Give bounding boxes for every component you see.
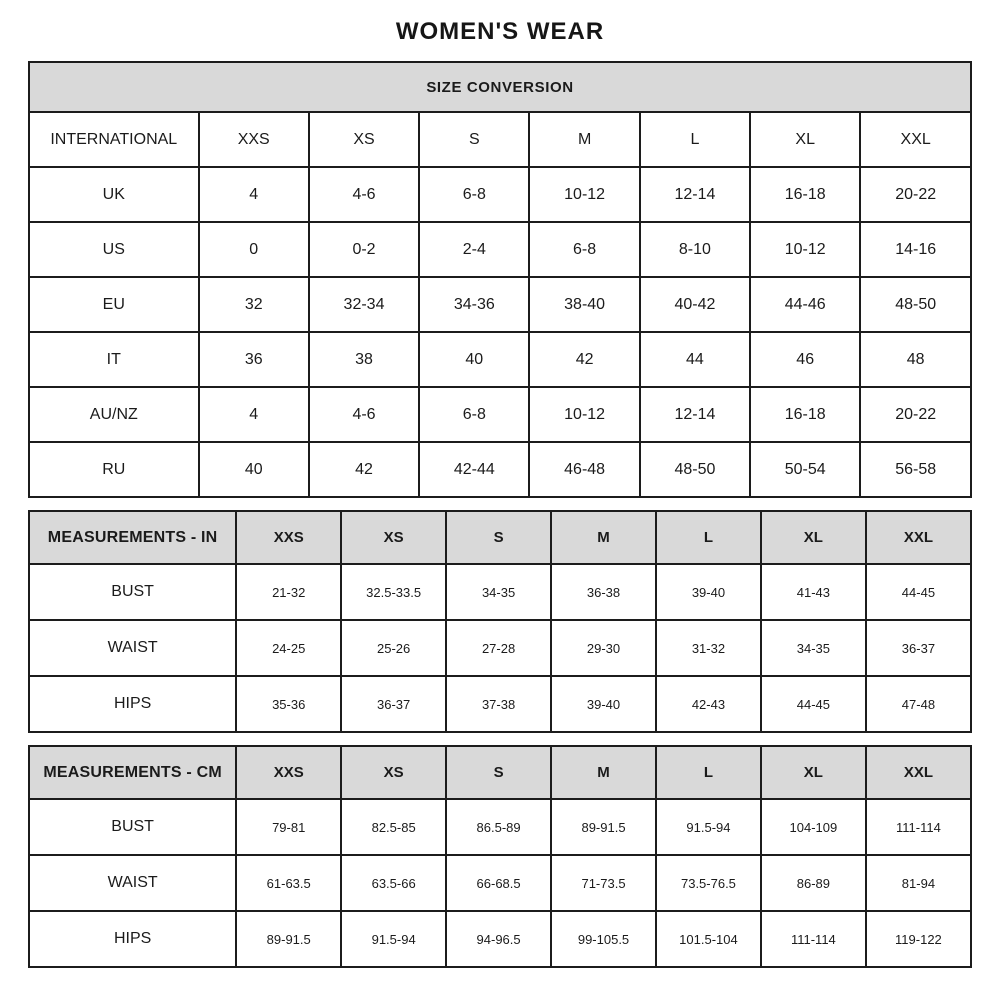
cell: 16-18 (750, 167, 860, 222)
cell: 4 (199, 167, 309, 222)
measurements-cm-header-row (29, 746, 971, 799)
cell: 61-63.5 (236, 855, 341, 911)
cell: 91.5-94 (656, 799, 761, 855)
cell: 44 (640, 332, 750, 387)
cell: 39-40 (551, 676, 656, 732)
cell: 40 (419, 332, 529, 387)
cell: 48-50 (860, 277, 971, 332)
cell: 32 (199, 277, 309, 332)
cell: 34-35 (761, 620, 866, 676)
row-label: US (29, 222, 199, 277)
row-label: UK (29, 167, 199, 222)
cell: 4 (199, 387, 309, 442)
cell: 39-40 (656, 564, 761, 620)
cell: 10-12 (529, 387, 639, 442)
measurements-cm-table (28, 745, 972, 968)
column-header-row (29, 112, 971, 167)
column-header: XXL (866, 746, 971, 799)
table-row (29, 222, 971, 277)
cell: 48 (860, 332, 971, 387)
cell: 0 (199, 222, 309, 277)
column-header: XL (761, 511, 866, 564)
cell: 12-14 (640, 387, 750, 442)
measurements-in-header-row (29, 511, 971, 564)
cell: 56-58 (860, 442, 971, 497)
column-header: M (529, 112, 639, 167)
row-label: HIPS (29, 911, 236, 967)
cell: 44-46 (750, 277, 860, 332)
table-row (29, 332, 971, 387)
cell: 81-94 (866, 855, 971, 911)
column-header: XL (761, 746, 866, 799)
table-row (29, 387, 971, 442)
cell: 14-16 (860, 222, 971, 277)
cell: 101.5-104 (656, 911, 761, 967)
cell: 89-91.5 (551, 799, 656, 855)
cell: 34-35 (446, 564, 551, 620)
table-row (29, 676, 971, 732)
cell: 35-36 (236, 676, 341, 732)
table-row (29, 855, 971, 911)
cell: 24-25 (236, 620, 341, 676)
table-row (29, 799, 971, 855)
cell: 36 (199, 332, 309, 387)
cell: 38 (309, 332, 419, 387)
cell: 44-45 (866, 564, 971, 620)
cell: 2-4 (419, 222, 529, 277)
cell: 91.5-94 (341, 911, 446, 967)
measurements-cm-title: MEASUREMENTS - CM (29, 746, 236, 799)
cell: 63.5-66 (341, 855, 446, 911)
column-header: S (446, 746, 551, 799)
cell: 86-89 (761, 855, 866, 911)
cell: 41-43 (761, 564, 866, 620)
cell: 50-54 (750, 442, 860, 497)
cell: 104-109 (761, 799, 866, 855)
column-header: XS (309, 112, 419, 167)
cell: 32-34 (309, 277, 419, 332)
cell: 36-37 (866, 620, 971, 676)
table-row (29, 277, 971, 332)
column-header: XXS (236, 746, 341, 799)
size-conversion-table (28, 61, 972, 498)
column-header: XXS (199, 112, 309, 167)
row-label: EU (29, 277, 199, 332)
cell: 36-37 (341, 676, 446, 732)
cell: 44-45 (761, 676, 866, 732)
size-conversion-title: SIZE CONVERSION (29, 62, 971, 112)
cell: 89-91.5 (236, 911, 341, 967)
cell: 42 (309, 442, 419, 497)
row-label: HIPS (29, 676, 236, 732)
cell: 38-40 (529, 277, 639, 332)
cell: 4-6 (309, 387, 419, 442)
cell: 31-32 (656, 620, 761, 676)
column-header: XS (341, 746, 446, 799)
row-label: WAIST (29, 855, 236, 911)
cell: 6-8 (419, 167, 529, 222)
cell: 29-30 (551, 620, 656, 676)
row-label: AU/NZ (29, 387, 199, 442)
cell: 46 (750, 332, 860, 387)
column-header: L (640, 112, 750, 167)
column-header: XXS (236, 511, 341, 564)
row-label: IT (29, 332, 199, 387)
cell: 99-105.5 (551, 911, 656, 967)
cell: 66-68.5 (446, 855, 551, 911)
table-row (29, 167, 971, 222)
cell: 42-44 (419, 442, 529, 497)
measurements-in-title: MEASUREMENTS - IN (29, 511, 236, 564)
row-label: BUST (29, 564, 236, 620)
cell: 6-8 (419, 387, 529, 442)
cell: 25-26 (341, 620, 446, 676)
cell: 40 (199, 442, 309, 497)
cell: 46-48 (529, 442, 639, 497)
cell: 16-18 (750, 387, 860, 442)
cell: 111-114 (761, 911, 866, 967)
cell: 20-22 (860, 167, 971, 222)
column-header: XXL (866, 511, 971, 564)
cell: 8-10 (640, 222, 750, 277)
column-header: S (419, 112, 529, 167)
column-header: XXL (860, 112, 971, 167)
cell: 10-12 (750, 222, 860, 277)
cell: 27-28 (446, 620, 551, 676)
page-title: WOMEN'S WEAR (395, 18, 605, 45)
cell: 71-73.5 (551, 855, 656, 911)
cell: 10-12 (529, 167, 639, 222)
cell: 37-38 (446, 676, 551, 732)
cell: 6-8 (529, 222, 639, 277)
row-label: RU (29, 442, 199, 497)
cell: 119-122 (866, 911, 971, 967)
cell: 0-2 (309, 222, 419, 277)
cell: 4-6 (309, 167, 419, 222)
table-row (29, 564, 971, 620)
column-header: XL (750, 112, 860, 167)
cell: 20-22 (860, 387, 971, 442)
cell: 82.5-85 (341, 799, 446, 855)
column-header: XS (341, 511, 446, 564)
column-header: L (656, 511, 761, 564)
cell: 79-81 (236, 799, 341, 855)
cell: 111-114 (866, 799, 971, 855)
cell: 94-96.5 (446, 911, 551, 967)
cell: 42 (529, 332, 639, 387)
table-row (29, 620, 971, 676)
column-header: L (656, 746, 761, 799)
cell: 86.5-89 (446, 799, 551, 855)
table-row (29, 442, 971, 497)
cell: 48-50 (640, 442, 750, 497)
column-header: S (446, 511, 551, 564)
measurements-in-table (28, 510, 972, 733)
cell: 21-32 (236, 564, 341, 620)
cell: 36-38 (551, 564, 656, 620)
cell: 47-48 (866, 676, 971, 732)
row-label: WAIST (29, 620, 236, 676)
cell: 40-42 (640, 277, 750, 332)
column-header: M (551, 511, 656, 564)
size-conversion-header-row (29, 62, 971, 112)
cell: 32.5-33.5 (341, 564, 446, 620)
cell: 42-43 (656, 676, 761, 732)
column-header: INTERNATIONAL (29, 112, 199, 167)
cell: 12-14 (640, 167, 750, 222)
row-label: BUST (29, 799, 236, 855)
column-header: M (551, 746, 656, 799)
table-row (29, 911, 971, 967)
cell: 34-36 (419, 277, 529, 332)
cell: 73.5-76.5 (656, 855, 761, 911)
